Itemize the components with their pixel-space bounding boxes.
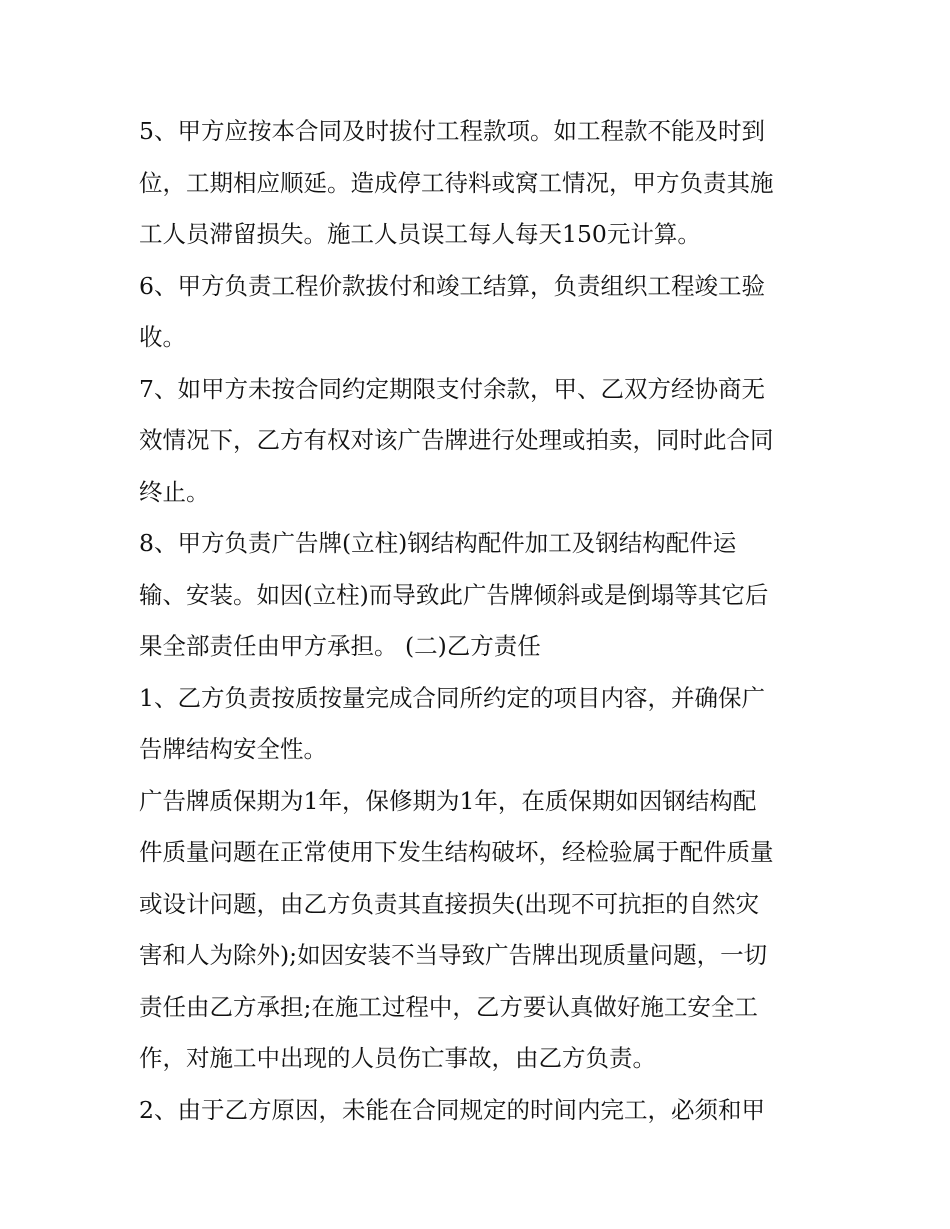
- text-line: 工人员滞留损失。施工人员误工每人每天150元计算。: [139, 220, 701, 248]
- contract-text: [139, 106, 829, 1136]
- text-line: 作，对施工中出现的人员伤亡事故，由乙方负责。: [139, 1044, 656, 1072]
- text-line: 2、由于乙方原因，未能在合同规定的时间内完工，必须和甲: [139, 1095, 765, 1124]
- text-line: 果全部责任由甲方承担。 (二)乙方责任: [139, 632, 541, 660]
- text-line: 件质量问题在正常使用下发生结构破坏，经检验属于配件质量: [139, 838, 774, 866]
- text-line: 5、甲方应按本合同及时拔付工程款项。如工程款不能及时到: [139, 117, 765, 145]
- text-line: 1、乙方负责按质按量完成合同所约定的项目内容，并确保广: [139, 683, 765, 712]
- text-line: 8、甲方负责广告牌(立柱)钢结构配件加工及钢结构配件运: [139, 529, 737, 557]
- text-line: 责任由乙方承担;在施工过程中，乙方要认真做好施工安全工: [139, 992, 758, 1021]
- text-line: 广告牌质保期为1年，保修期为1年，在质保期如因钢结构配: [139, 786, 757, 815]
- text-line: 输、安装。如因(立柱)而导致此广告牌倾斜或是倒塌等其它后: [139, 580, 769, 609]
- text-line: 效情况下，乙方有权对该广告牌进行处理或拍卖，同时此合同: [139, 426, 774, 454]
- text-line: 害和人为除外);如因安装不当导致广告牌出现质量问题，一切: [139, 941, 768, 969]
- text-line: 收。: [139, 323, 186, 351]
- text-line: 或设计问题，由乙方负责其直接损失(出现不可抗拒的自然灾: [139, 889, 760, 918]
- text-line: 终止。: [139, 477, 210, 506]
- text-line: 告牌结构安全性。: [139, 735, 327, 763]
- text-line: 7、如甲方未按合同约定期限支付余款，甲、乙双方经协商无: [139, 374, 765, 403]
- text-line: 6、甲方负责工程价款拔付和竣工结算，负责组织工程竣工验: [139, 271, 765, 300]
- text-line: 位，工期相应顺延。造成停工待料或窝工情况，甲方负责其施: [139, 168, 774, 197]
